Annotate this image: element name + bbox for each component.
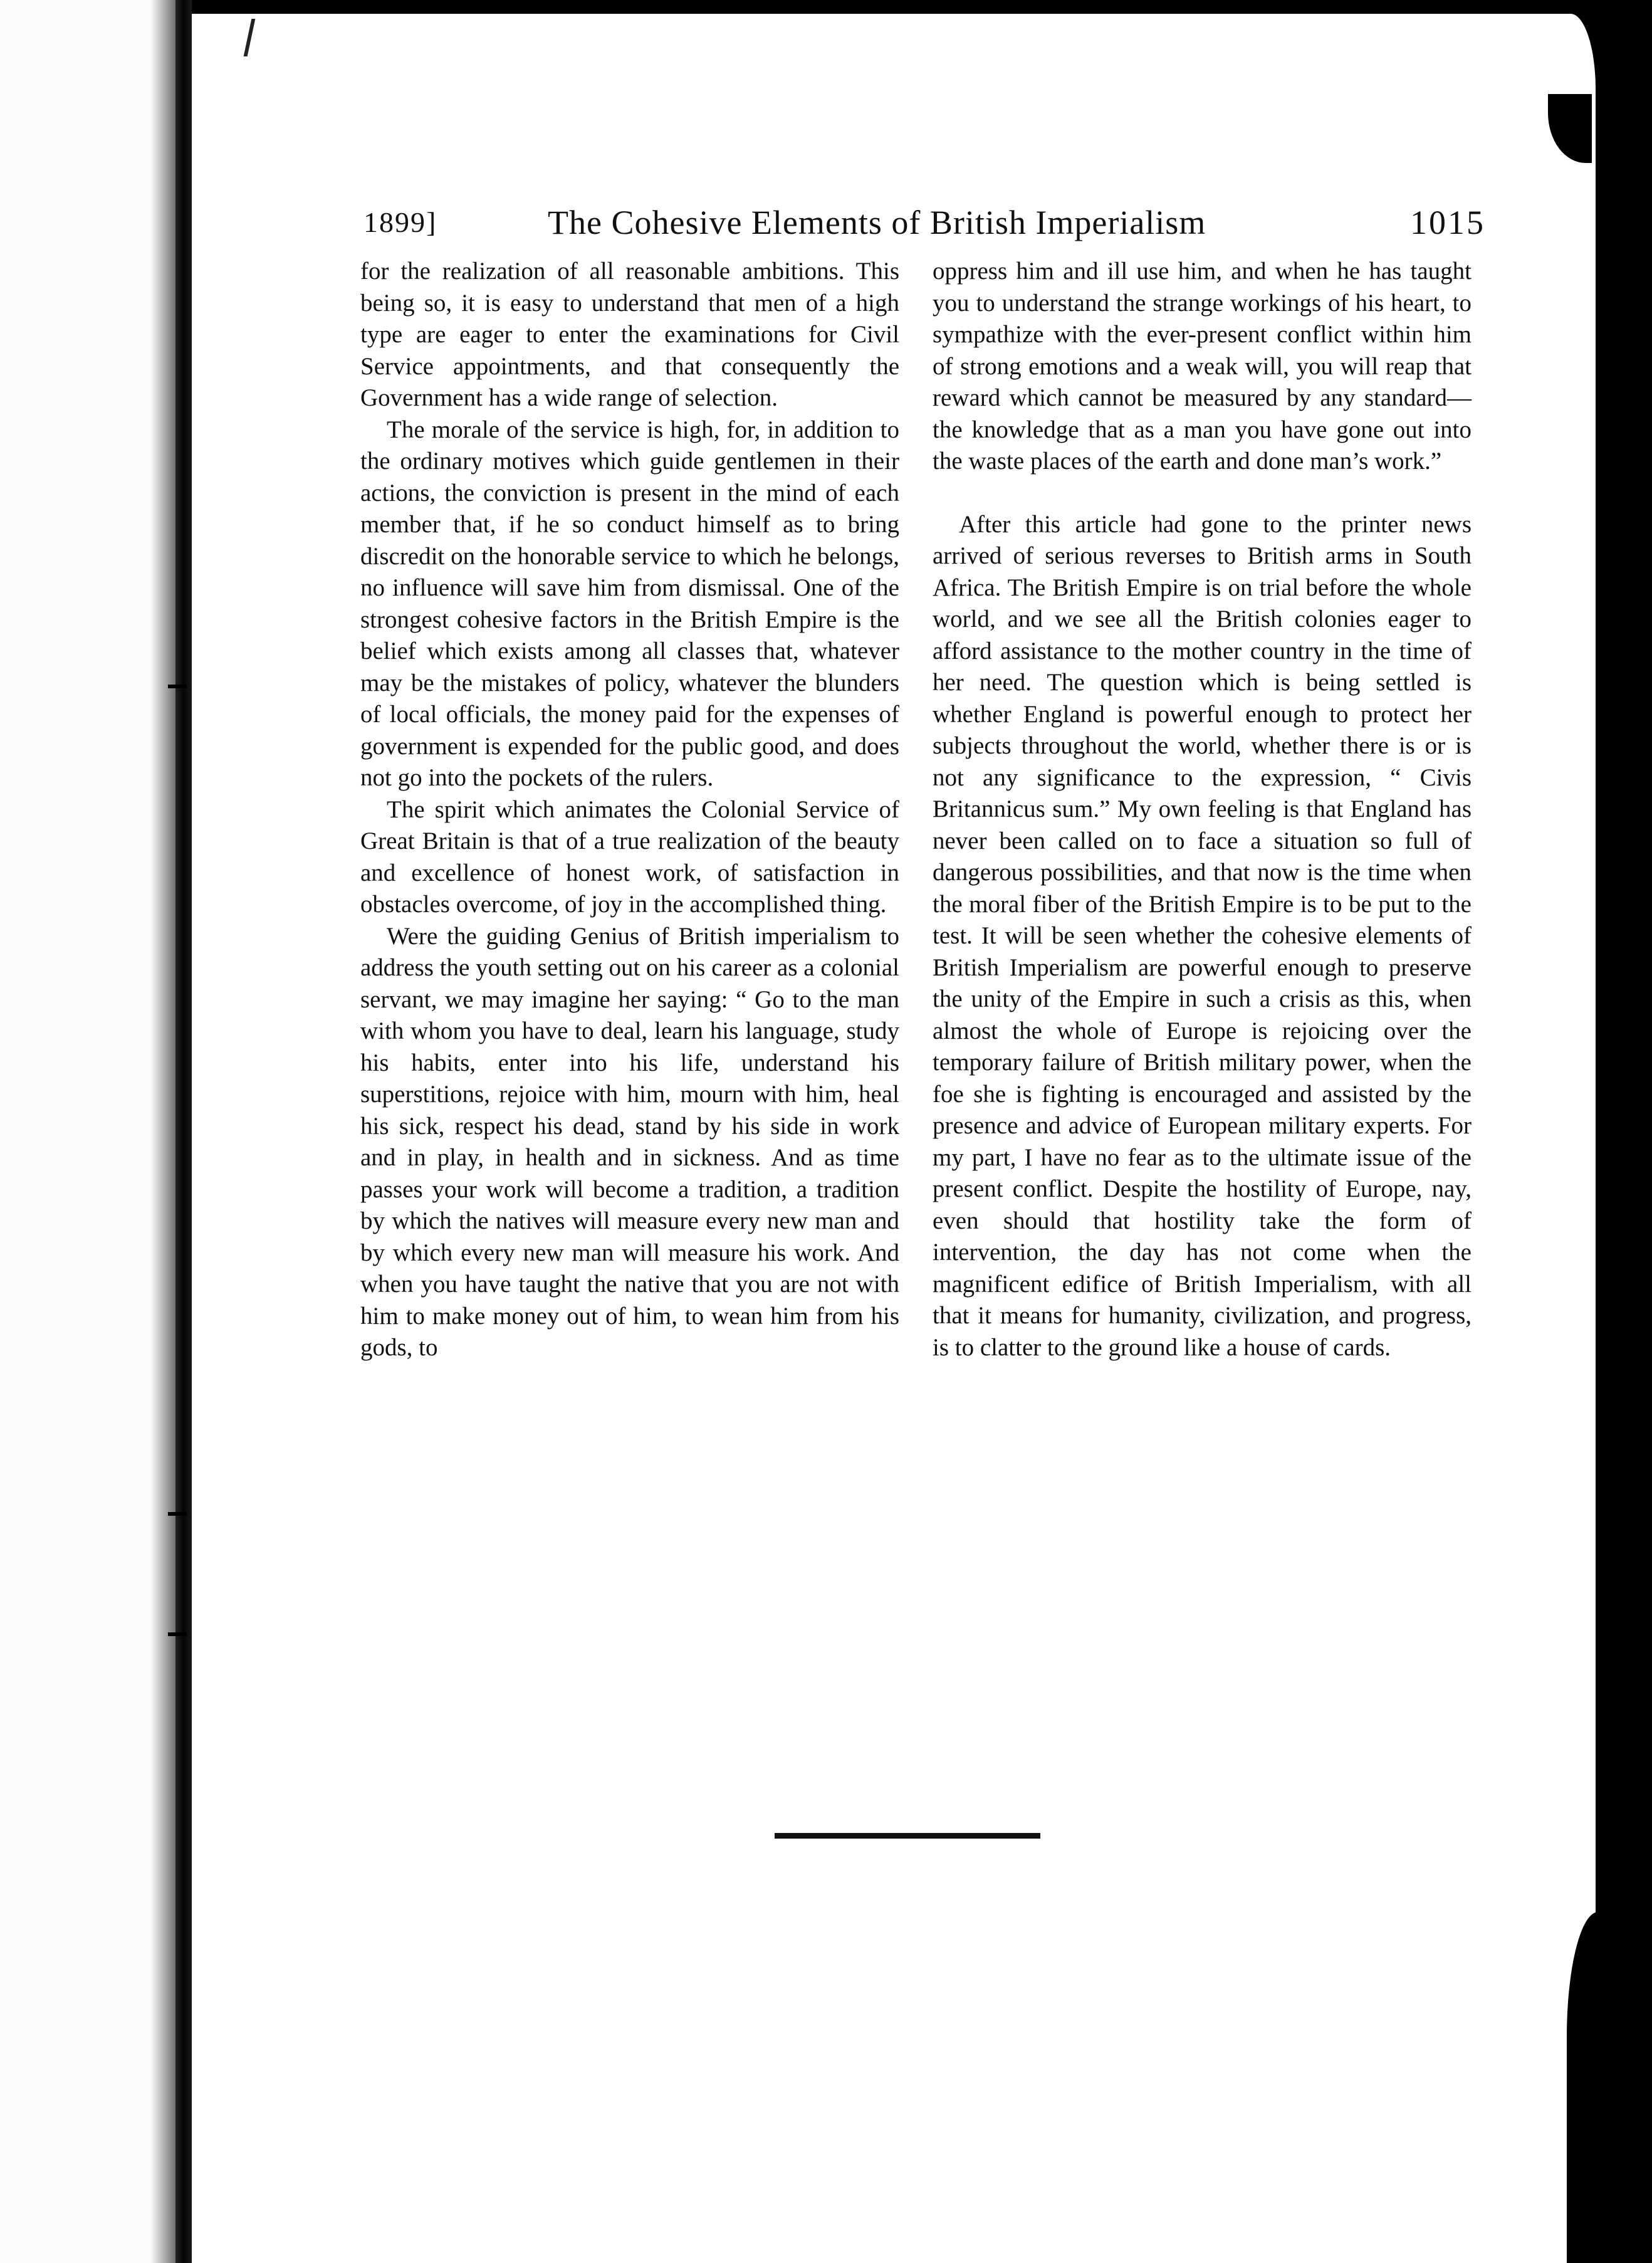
paragraph: After this article had gone to the printer news arrived of serious reverses to British arms in South Africa. The British Empire is on trial before the whole world, and we see all the British colonies eager to afford assistance to the mother country in the time of her need. The question which is being settled is whether England is powerful enough to protect her subjects throughout the world, whether there is or is not any significance to the expression, “ Civis Britannicus sum.” My own feeling is that England has never been called on to face a situation so full of dangerous possibilities, and that now is the time when the moral fiber of the British Empire is to be put to the test. It will be seen whether the cohesive elements of British Imperialism are powerful enough to preserve the unity of the Empire in such a crisis as this, when almost the whole of Europe is rejoicing over the temporary failure of British military power, when the foe she is fighting is encouraged and assisted by the presence and advice of European military experts. For my part, I have no fear as to the ultimate issue of the present conflict. Despite the hostility of Europe, nay, even should that hostility take the form of intervention, the day has not come when the magnificent edifice of British Imperialism, with all that it means for humanity, civilization, and progress, is to clatter to the ground like a house of cards.: [933, 510, 1472, 1361]
facing-page-edge: [0, 0, 175, 2263]
right-column: [933, 256, 1472, 1363]
page-number: 1015: [1410, 204, 1485, 241]
end-rule: [775, 1833, 1040, 1839]
running-title: The Cohesive Elements of British Imperialism: [548, 204, 1206, 241]
paragraph: for the realization of all reasonable ambitions. This being so, it is easy to understand that men of a high type are eager to enter the examinations for Civil Service appointments, and that consequently the Government has a wide range of selection.: [360, 258, 899, 411]
spine-shadow: [150, 0, 175, 2263]
margin-tick: [168, 685, 187, 688]
margin-tick: [168, 1512, 187, 1516]
left-column: [360, 256, 899, 1364]
paragraph: Were the guiding Genius of British imperialism to address the youth setting out on his career as a colonial servant, we may imagine her saying: “ Go to the man with whom you have to deal, learn his language, study his habits, enter into his life, understand his superstitions, rejoice with him, mourn with him, heal his sick, respect his dead, stand by his side in work and in play, in health and in sickness. And as time passes your work will become a tradition, a tradition by which the natives will measure every new man and by which every new man will measure his work. And when you have taught the native that you are not with him to make money out of him, to wean him from his gods, to: [360, 922, 899, 1361]
page-edge-tear: [1567, 1912, 1604, 2263]
paragraph: The spirit which animates the Colonial Service of Great Britain is that of a true realization of the beauty and excellence of honest work, of satisfaction in obstacles overcome, of joy in the accomplished thing.: [360, 795, 899, 918]
running-year: 1899]: [363, 206, 437, 238]
paragraph: oppress him and ill use him, and when he has taught you to understand the strange workings of his heart, to sympathize with the ever-present conflict within him of strong emotions and a weak will, you will reap that reward which cannot be measured by any standard—the knowledge that as a man you have gone out into the waste places of the earth and done man’s work.”: [933, 258, 1472, 475]
paragraph: The morale of the service is high, for, in addition to the ordinary motives which guide gentlemen in their actions, the conviction is present in the mind of each member that, if he so conduct himself as to bring discredit on the honorable service to which he belongs, no influence will save him from dismissal. One of the strongest cohesive factors in the British Empire is the belief which exists among all classes that, whatever may be the mistakes of policy, whatever the blunders of local officials, the money paid for the expenses of government is expended for the public good, and does not go into the pockets of the rulers.: [360, 416, 899, 791]
book-spine: [175, 0, 192, 2263]
margin-tick: [168, 1632, 187, 1636]
running-header: [363, 206, 1485, 249]
